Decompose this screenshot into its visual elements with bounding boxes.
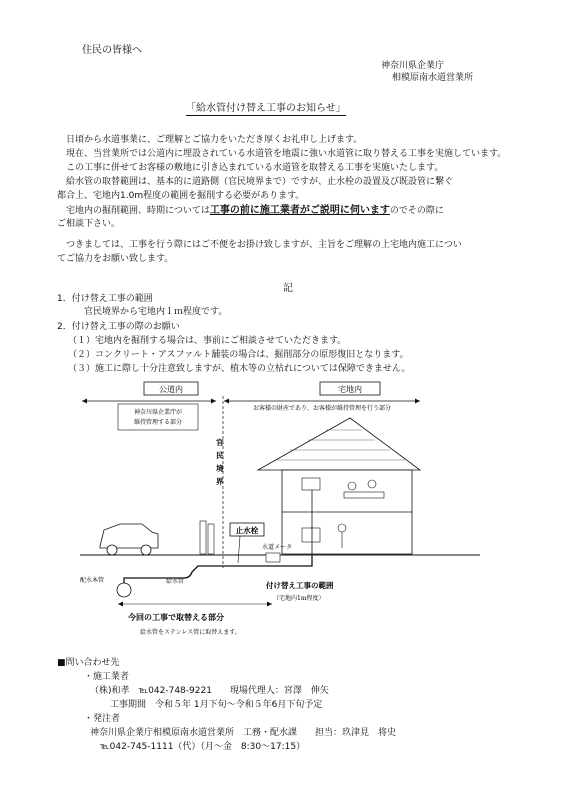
contractor-label: ・施工業者 <box>84 672 130 682</box>
meter-icon <box>266 553 280 562</box>
boundary-char: 境 <box>216 464 224 473</box>
item-text: （３）施工に際し十分注意致しますが、植木等の立枯れについては保障できません。 <box>68 364 411 374</box>
contact-heading: ■問い合わせ先 <box>57 658 120 668</box>
item-text: 官民境界から宅地内１ｍ程度です。 <box>84 307 228 317</box>
contractor-info: （株)和孝 ℡042-748-9221 現場代理人：宮澤 伸矢 <box>90 686 329 696</box>
item-text: （１）宅地内を掘削する場合は、事前にご相談させていただきます。 <box>68 336 347 346</box>
replace-label: 今回の工事で取替える部分 <box>128 613 224 622</box>
pipe-diagram <box>80 378 480 640</box>
range-note: （宅地内1m程度） <box>273 595 325 602</box>
boundary-char: 民 <box>216 451 224 460</box>
private-land-label: 宅地内 <box>338 385 362 394</box>
service-pipe-label: 給水管 <box>166 578 185 585</box>
paragraph: 日頃から水道事業に、ご理解とご協力をいただき厚くお礼申し上げます。 <box>66 135 363 145</box>
paragraph: 給水管の取替範囲は、基本的に道路側（官民境界まで）ですが、止水栓の設置及び既設管に繋ぐ <box>66 177 454 187</box>
public-note-box <box>118 404 198 430</box>
ki-heading: 記 <box>283 283 293 294</box>
faucet-lower <box>302 528 320 542</box>
paragraph: 現在、当営業所では公道内に埋設されている水道管を地震に強い水道管に取り替える工事を実施しています。 <box>66 149 507 159</box>
item-heading: 2．付け替え工事の際のお願い <box>57 322 180 332</box>
greeting: 住民の皆様へ <box>82 45 142 56</box>
post-icon <box>208 524 214 554</box>
meter-label: 水道メータ <box>262 544 293 551</box>
wheel-icon <box>141 545 151 555</box>
faucet-upper <box>302 478 320 490</box>
arrow-head-icon <box>415 399 420 404</box>
car-illustration <box>100 524 158 555</box>
item-heading: 1．付け替え工事の範囲 <box>57 294 153 304</box>
private-note: お客様の財産であり、お客様が維持管理を行う部分 <box>253 405 392 412</box>
paragraph: てご協力をお願い致します。 <box>57 254 174 264</box>
paragraph: つきましては、工事を行う際にはご不便をお掛け致しますが、主旨をご理解の上宅地内施工につい <box>66 240 462 250</box>
arrow-head-icon <box>211 399 216 404</box>
orderer-label: ・発注者 <box>84 714 121 724</box>
person-icon <box>338 524 346 532</box>
house-roof <box>258 418 420 470</box>
boundary-char: 官 <box>216 438 224 447</box>
arrow-head-icon <box>118 602 123 607</box>
paragraph <box>66 204 444 218</box>
person-icon <box>348 482 356 490</box>
orderer-info: 神奈川県企業庁相模原南水道営業所 工務・配水課 担当：玖津見 将史 <box>90 728 397 738</box>
arrow-head-icon <box>267 602 272 607</box>
arrow-head-icon <box>224 399 229 404</box>
office-name: 相模原南水道営業所 <box>392 73 474 83</box>
org-name: 神奈川県企業庁 <box>381 61 445 71</box>
house-illustration <box>258 418 420 558</box>
boundary-char: 界 <box>216 477 224 486</box>
paragraph-text: 宅地内の掘削範囲、時期については <box>66 206 210 216</box>
paragraph: この工事に併せてお客様の敷地に引き込まれている水道管を取替える工事を実施いたします。 <box>66 163 444 173</box>
range-label: 付け替え工事の範囲 <box>266 581 334 590</box>
post-icon <box>200 521 206 554</box>
person-icon <box>368 480 376 488</box>
main-pipe-label: 配水本管 <box>80 577 105 584</box>
paragraph: 都合上、宅地内1.0m程度の範囲を掘削する必要があります。 <box>57 191 305 201</box>
orderer-tel: ℡042-745-1111（代）（月～金 8:30～17:15） <box>100 742 306 752</box>
main-pipe-icon <box>117 583 131 597</box>
stop-valve-label: 止水栓 <box>235 526 259 535</box>
arrow-head-icon <box>82 399 87 404</box>
work-period: 工事期間 令和５年 1月下旬～令和５年6月下旬予定 <box>110 700 323 710</box>
emphasis-text: 工事の前に施工業者がご説明に伺います <box>209 205 390 216</box>
item-text: （２）コンクリート・アスファルト舗装の場合は、掘削部分の原形復旧となります。 <box>68 350 409 360</box>
table-icon <box>344 492 384 498</box>
page-title: 「給水管付け替え工事のお知らせ」 <box>186 99 346 116</box>
paragraph-text: のでその際に <box>389 206 444 216</box>
service-pipe <box>124 556 312 583</box>
public-note-1: 神奈川県企業庁が <box>133 409 183 416</box>
public-road-label: 公道内 <box>159 385 183 394</box>
wheel-icon <box>107 545 117 555</box>
paragraph: ご相談下さい。 <box>57 219 121 229</box>
public-note-2: 維持管理する部分 <box>133 419 183 426</box>
replace-note: 給水管をステンレス管に取替えます。 <box>140 629 241 636</box>
